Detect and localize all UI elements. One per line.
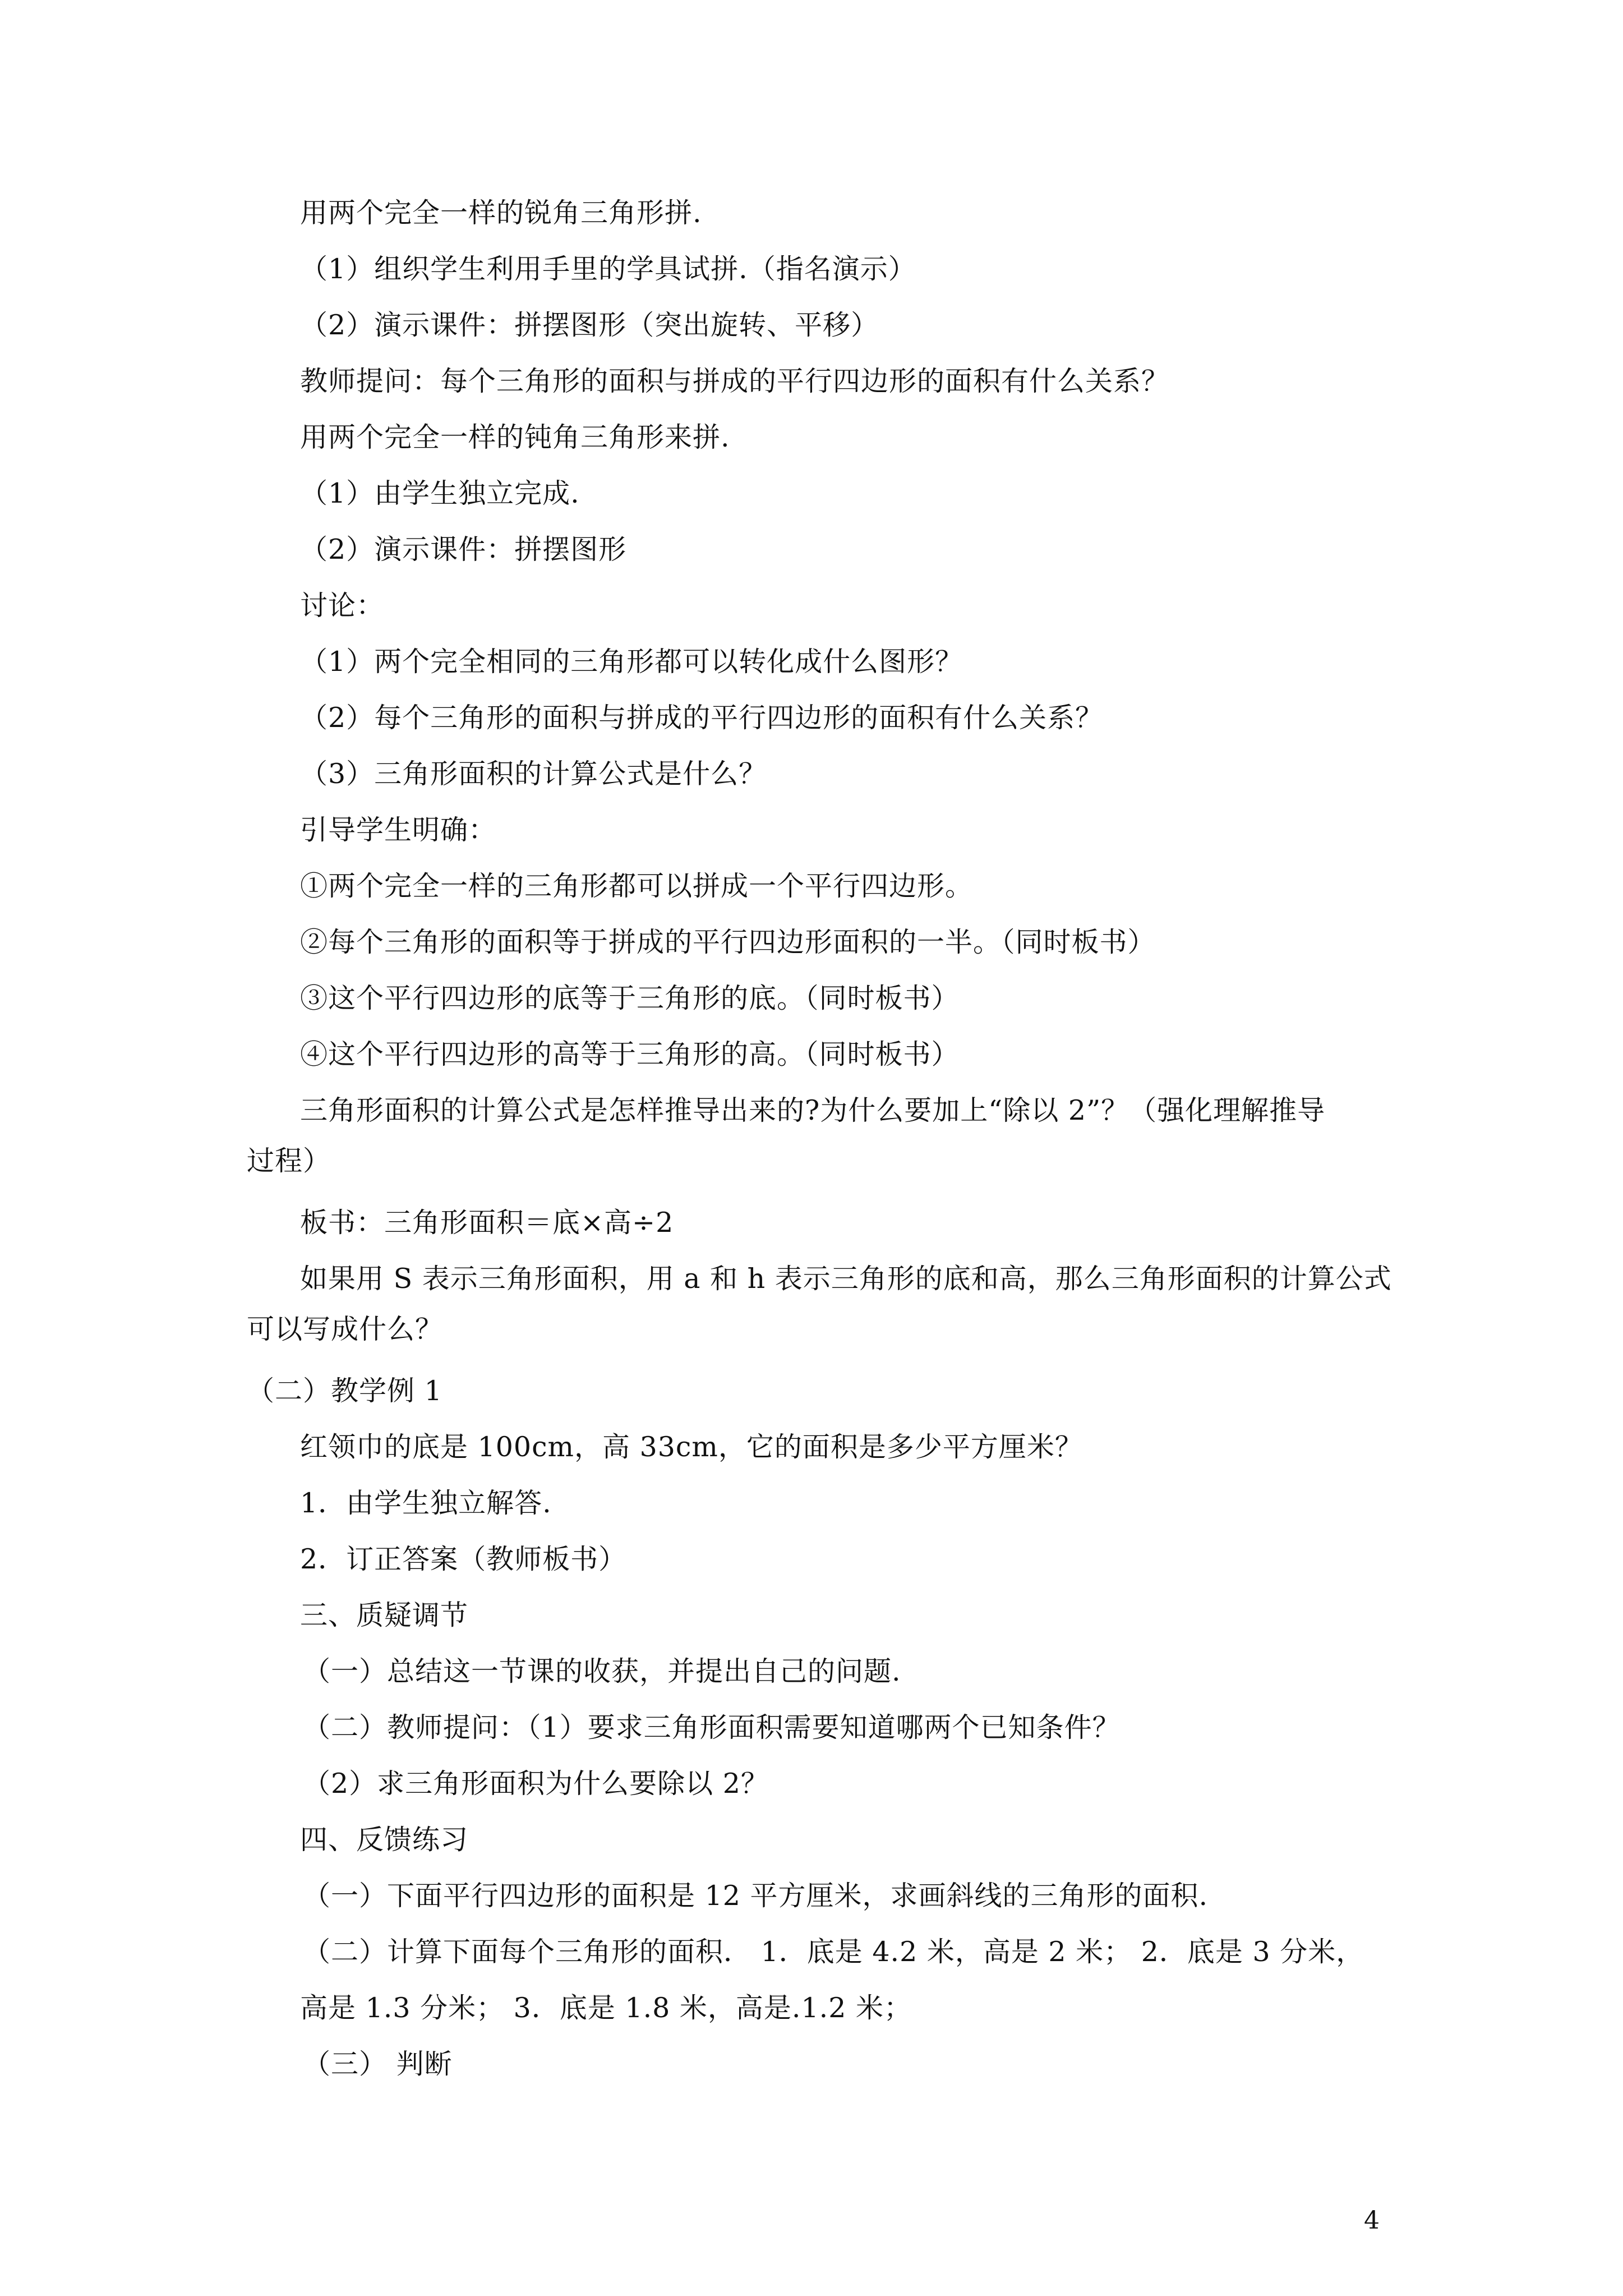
text-line: ①两个完全一样的三角形都可以拼成一个平行四边形。 [300, 870, 974, 902]
page-number: 4 [1364, 2206, 1380, 2235]
text-line: （一）总结这一节课的收获，并提出自己的问题. [303, 1655, 901, 1687]
text-line: （二）计算下面每个三角形的面积． 1．底是 4.2 米，高是 2 米； 2．底是 3 分米， [303, 1936, 1364, 1968]
text-line: （三） 判断 [303, 2048, 453, 2080]
text-line: （1）两个完全相同的三角形都可以转化成什么图形？ [300, 646, 963, 678]
text-line: ③这个平行四边形的底等于三角形的底。（同时板书） [300, 982, 960, 1014]
text-line: 引导学生明确： [300, 814, 497, 846]
text-line: 用两个完全一样的锐角三角形拼. [300, 197, 702, 229]
text-line: 讨论： [300, 590, 385, 622]
text-line: ②每个三角形的面积等于拼成的平行四边形面积的一半。（同时板书） [300, 926, 1156, 958]
text-line: （二）教学例 1 [247, 1375, 442, 1407]
text-line: （二）教师提问：（1）要求三角形面积需要知道哪两个已知条件？ [303, 1711, 1121, 1743]
text-line: （2）演示课件：拼摆图形 [300, 533, 627, 565]
section-heading: 四、反馈练习 [300, 1824, 469, 1856]
text-line: 高是 1.3 分米； 3．底是 1.8 米，高是.1.2 米； [300, 1992, 912, 2024]
text-line: 教师提问：每个三角形的面积与拼成的平行四边形的面积有什么关系？ [300, 365, 1170, 397]
text-line: （1）组织学生利用手里的学具试拼.（指名演示） [300, 253, 916, 285]
text-line: 可以写成什么？ [247, 1313, 444, 1345]
text-line: 如果用 S 表示三角形面积，用 a 和 h 表示三角形的底和高，那么三角形面积的计算公式 [300, 1263, 1392, 1295]
text-line: （2）求三角形面积为什么要除以 2？ [303, 1768, 769, 1800]
text-line: （3）三角形面积的计算公式是什么？ [300, 758, 767, 790]
text-line: 2．订正答案（教师板书） [300, 1543, 627, 1575]
text-line: 红领巾的底是 100cm，高 33cm，它的面积是多少平方厘米？ [300, 1431, 1083, 1463]
text-line: 三角形面积的计算公式是怎样推导出来的?为什么要加上“除以 2”？（强化理解推导 [300, 1094, 1326, 1126]
section-heading: 三、质疑调节 [300, 1599, 469, 1631]
text-line: 用两个完全一样的钝角三角形来拼. [300, 421, 730, 453]
text-line: （1）由学生独立完成. [300, 477, 580, 509]
text-line: （2）演示课件：拼摆图形（突出旋转、平移） [300, 309, 879, 341]
text-line: 1．由学生独立解答. [300, 1487, 552, 1519]
text-line: （2）每个三角形的面积与拼成的平行四边形的面积有什么关系？ [300, 702, 1104, 734]
text-line: 板书：三角形面积＝底×高÷2 [300, 1207, 674, 1239]
text-line: 过程） [247, 1145, 331, 1177]
text-line: （一）下面平行四边形的面积是 12 平方厘米，求画斜线的三角形的面积. [303, 1880, 1209, 1912]
text-line: ④这个平行四边形的高等于三角形的高。（同时板书） [300, 1038, 960, 1070]
